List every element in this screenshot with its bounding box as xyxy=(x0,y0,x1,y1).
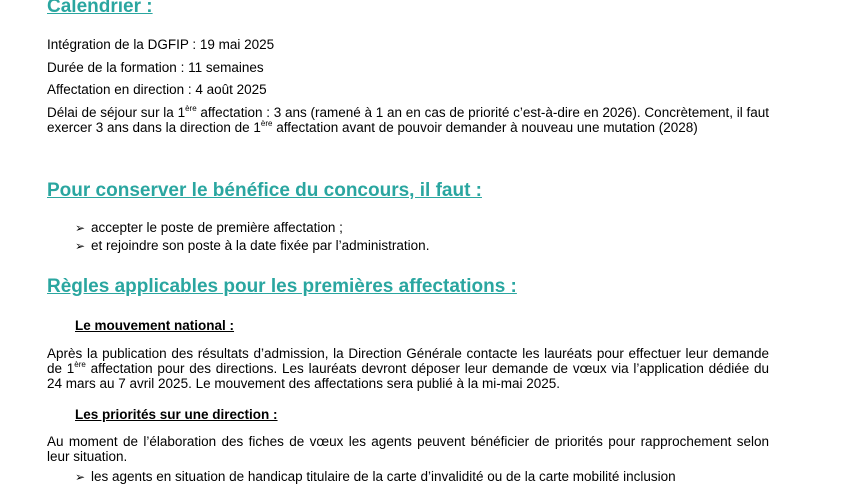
text-affectation: Affectation en direction : 4 août 2025 xyxy=(47,82,267,97)
heading-regles: Règles applicables pour les premières affectations : xyxy=(47,276,517,297)
text-integration: Intégration de la DGFIP : 19 mai 2025 xyxy=(47,37,275,52)
heading-calendrier: Calendrier : xyxy=(47,0,153,17)
paragraph-priorites: Au moment de l’élaboration des fiches de vœux les agents peuvent bénéficier de priorités pour rapprochement selon leur situation. xyxy=(47,434,769,464)
arrow-bullet-icon: ➢ xyxy=(75,239,86,253)
arrow-bullet-icon: ➢ xyxy=(75,221,86,235)
list-item: ➢ et rejoindre son poste à la date fixée par l’administration. xyxy=(75,238,430,253)
list-item: ➢ les agents en situation de handicap titulaire de la carte d’invalidité ou de la carte mobilité inclusion xyxy=(75,469,676,484)
subheading-mouvement: Le mouvement national : xyxy=(75,318,235,333)
text-duree: Durée de la formation : 11 semaines xyxy=(47,60,264,75)
paragraph-delai: Délai de séjour sur la 1ère affectation : 3 ans (ramené à 1 an en cas de priorité c’est-à-dire en 2026). Concrètement, il faut exercer 3 ans dans la direction de 1ère affectation avant de pouvoir demander à nouveau une mutation (2028) xyxy=(47,104,769,135)
subheading-priorites: Les priorités sur une direction : xyxy=(75,407,278,422)
heading-conserver: Pour conserver le bénéfice du concours, il faut : xyxy=(47,180,482,201)
arrow-bullet-icon: ➢ xyxy=(75,470,86,484)
list-item: ➢ accepter le poste de première affectation ; xyxy=(75,220,343,235)
paragraph-mouvement: Après la publication des résultats d’admission, la Direction Générale contacte les lauréats pour effectuer leur demande de 1ère affectation pour des directions. Les lauréats devront déposer leur demande de vœux via l’application dédiée du 24 mars au 7 avril 2025. Le mouvement des affectations sera publié à la mi-mai 2025. xyxy=(47,346,769,391)
